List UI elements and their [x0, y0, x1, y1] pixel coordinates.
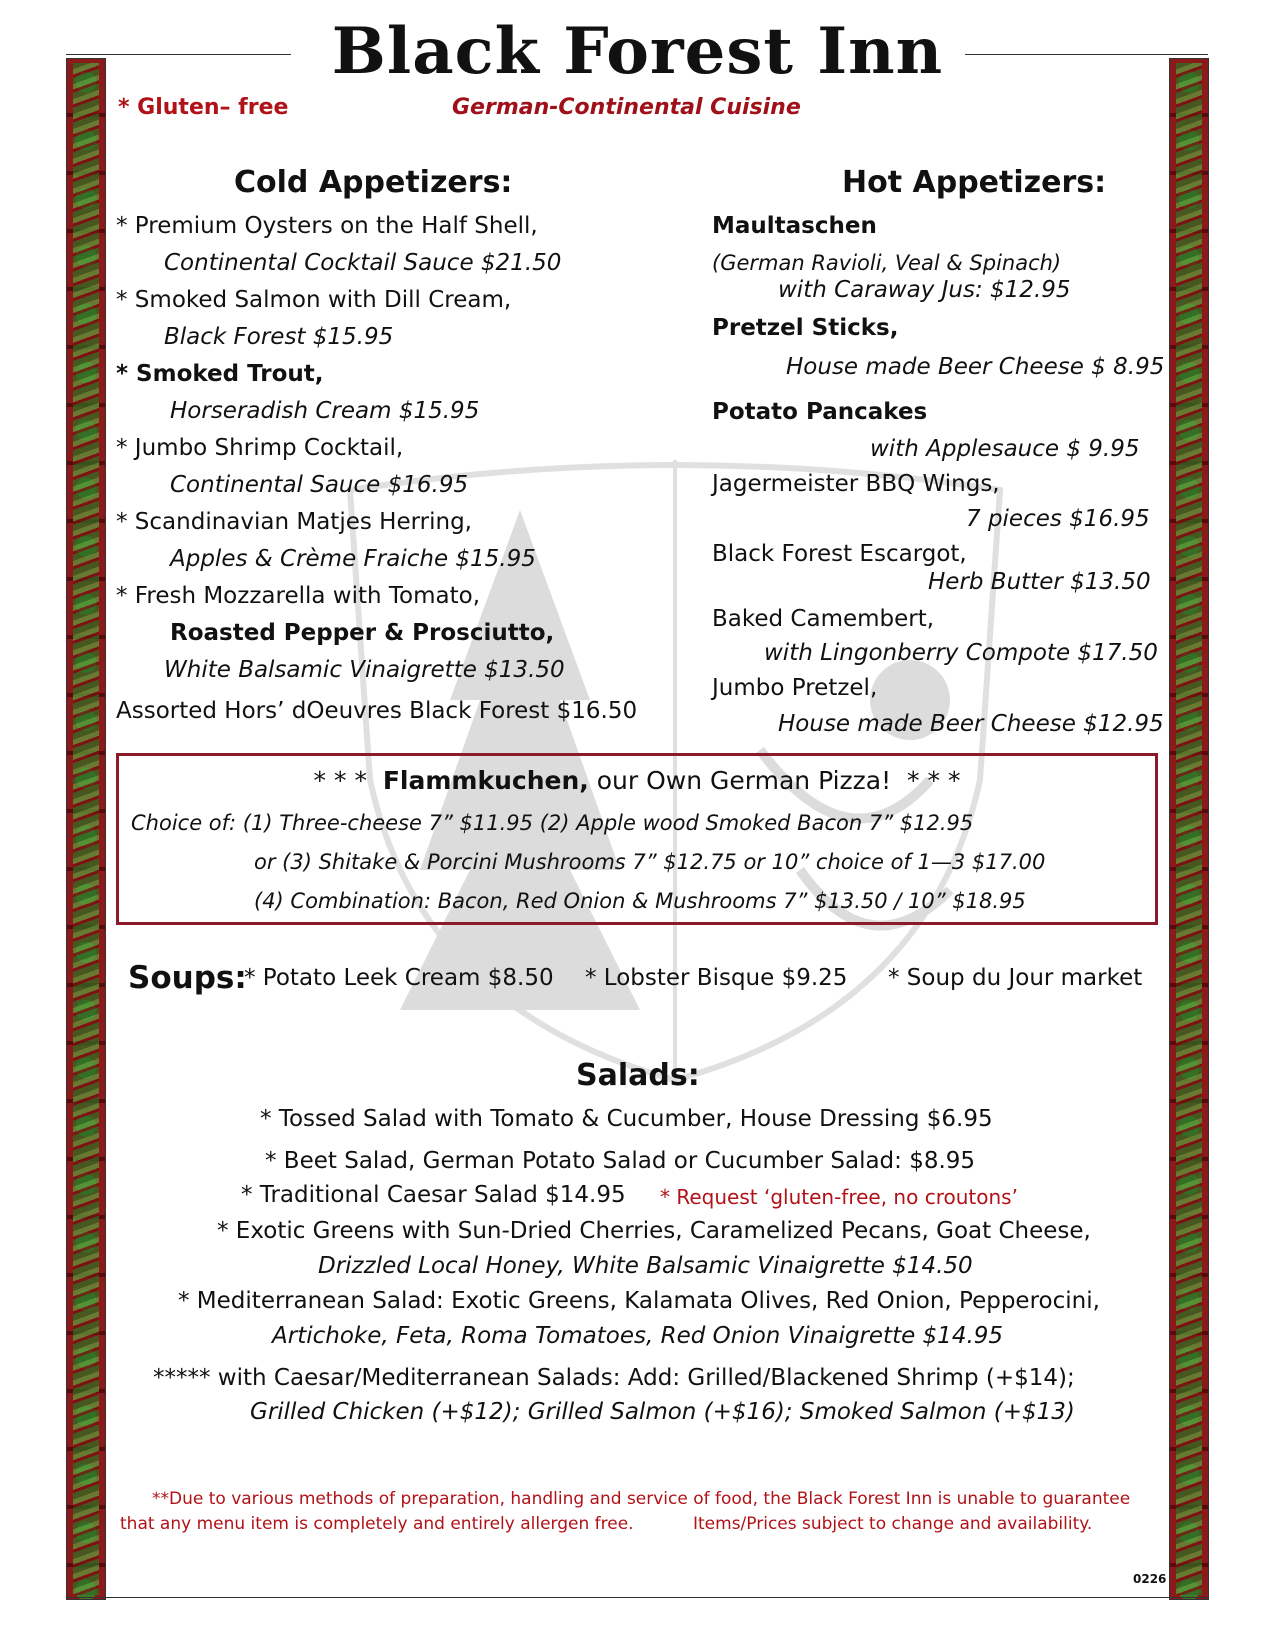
menu-item: Pretzel Sticks,: [712, 315, 899, 341]
soups-heading: Soups:: [128, 960, 247, 996]
menu-item: * Traditional Caesar Salad $14.95: [241, 1182, 626, 1208]
menu-item: * Mediterranean Salad: Exotic Greens, Kalamata Olives, Red Onion, Pepperocini,: [178, 1288, 1100, 1314]
menu-code: 0226: [1133, 1572, 1167, 1586]
menu-item-detail: (German Ravioli, Veal & Spinach): [712, 251, 1062, 275]
menu-item: * Fresh Mozzarella with Tomato,: [116, 583, 481, 609]
salad-add-ons-detail: Grilled Chicken (+$12); Grilled Salmon (+$16); Smoked Salmon (+$13): [250, 1399, 1075, 1425]
flammkuchen-option-3: or (3) Shitake & Porcini Mushrooms 7” $12.75 or 10” choice of 1—3 $17.00: [254, 850, 1046, 874]
salads-heading: Salads:: [576, 1058, 700, 1093]
menu-item: * Tossed Salad with Tomato & Cucumber, House Dressing $6.95: [260, 1106, 993, 1132]
flammkuchen-option-1-2: Choice of: (1) Three-cheese 7” $11.95 (2) Apple wood Smoked Bacon 7” $12.95: [131, 811, 974, 835]
menu-item: Assorted Hors’ dOeuvres Black Forest $16.50: [116, 698, 638, 724]
cuisine-subtitle: German-Continental Cuisine: [452, 95, 801, 120]
menu-item-detail: 7 pieces $16.95: [966, 506, 1150, 532]
menu-item: Jumbo Pretzel,: [712, 675, 878, 701]
price-change-note: Items/Prices subject to change and availability.: [693, 1514, 1093, 1534]
menu-item-detail: Apples & Crème Fraiche $15.95: [170, 546, 536, 572]
hot-appetizers-heading: Hot Appetizers:: [842, 165, 1107, 200]
menu-item: Black Forest Escargot,: [712, 541, 967, 567]
menu-item-detail: Black Forest $15.95: [164, 324, 394, 350]
menu-item-detail: Horseradish Cream $15.95: [170, 398, 480, 424]
menu-item: Baked Camembert,: [712, 606, 935, 632]
soup-item: * Soup du Jour market: [888, 965, 1143, 991]
menu-item-detail: Continental Sauce $16.95: [170, 472, 469, 498]
restaurant-title: Black Forest Inn: [331, 14, 944, 89]
allergen-disclaimer-cont: that any menu item is completely and entirely allergen free.: [120, 1514, 634, 1534]
flammkuchen-box: [116, 753, 1158, 925]
flammkuchen-tagline: our Own German Pizza!: [596, 766, 892, 795]
cold-appetizers-heading: Cold Appetizers:: [234, 165, 513, 200]
menu-item-detail: Drizzled Local Honey, White Balsamic Vinaigrette $14.50: [318, 1253, 973, 1279]
menu-item-detail: with Caraway Jus: $12.95: [778, 277, 1071, 303]
bottom-rule: [66, 1597, 1208, 1598]
menu-item: Jagermeister BBQ Wings,: [712, 471, 1000, 497]
flammkuchen-stars-right: * * *: [907, 766, 961, 795]
flammkuchen-option-4: (4) Combination: Bacon, Red Onion & Mushrooms 7” $13.50 / 10” $18.95: [254, 889, 1026, 913]
soup-item: * Lobster Bisque $9.25: [585, 965, 848, 991]
allergen-disclaimer: **Due to various methods of preparation, handling and service of food, the Black Forest Inn is unable to guarantee: [152, 1489, 1131, 1509]
gluten-free-request-note: * Request ‘gluten-free, no croutons’: [660, 1185, 1018, 1209]
menu-item-detail: House made Beer Cheese $ 8.95: [786, 354, 1165, 380]
menu-item: * Premium Oysters on the Half Shell,: [116, 213, 538, 239]
right-decorative-border: [1169, 58, 1209, 1600]
left-decorative-border: [66, 58, 106, 1600]
menu-item-detail: White Balsamic Vinaigrette $13.50: [164, 657, 565, 683]
menu-item: Potato Pancakes: [712, 399, 928, 425]
menu-item: * Scandinavian Matjes Herring,: [116, 509, 472, 535]
menu-item: * Smoked Trout,: [116, 361, 324, 387]
menu-item-detail: Herb Butter $13.50: [928, 569, 1151, 595]
menu-item: * Smoked Salmon with Dill Cream,: [116, 287, 512, 313]
gluten-free-legend: * Gluten– free: [118, 95, 289, 120]
menu-item-detail: Continental Cocktail Sauce $21.50: [164, 250, 562, 276]
menu-item: Maultaschen: [712, 213, 877, 239]
soup-item: * Potato Leek Cream $8.50: [244, 965, 554, 991]
salad-add-ons: ***** with Caesar/Mediterranean Salads: Add: Grilled/Blackened Shrimp (+$14);: [153, 1365, 1075, 1391]
menu-item-detail: House made Beer Cheese $12.95: [778, 711, 1164, 737]
menu-item: * Beet Salad, German Potato Salad or Cucumber Salad: $8.95: [265, 1148, 976, 1174]
menu-item: * Exotic Greens with Sun-Dried Cherries, Caramelized Pecans, Goat Cheese,: [217, 1218, 1091, 1244]
menu-item-detail: with Lingonberry Compote $17.50: [764, 640, 1158, 666]
flammkuchen-stars-left: * * *: [313, 766, 367, 795]
menu-item: * Jumbo Shrimp Cocktail,: [116, 435, 404, 461]
menu-item-detail: Artichoke, Feta, Roma Tomatoes, Red Onion Vinaigrette $14.95: [272, 1323, 1004, 1349]
flammkuchen-title: [119, 768, 1155, 793]
flammkuchen-name: Flammkuchen,: [382, 766, 589, 795]
menu-item-detail: Roasted Pepper & Prosciutto,: [170, 620, 555, 646]
menu-item-detail: with Applesauce $ 9.95: [870, 436, 1140, 462]
